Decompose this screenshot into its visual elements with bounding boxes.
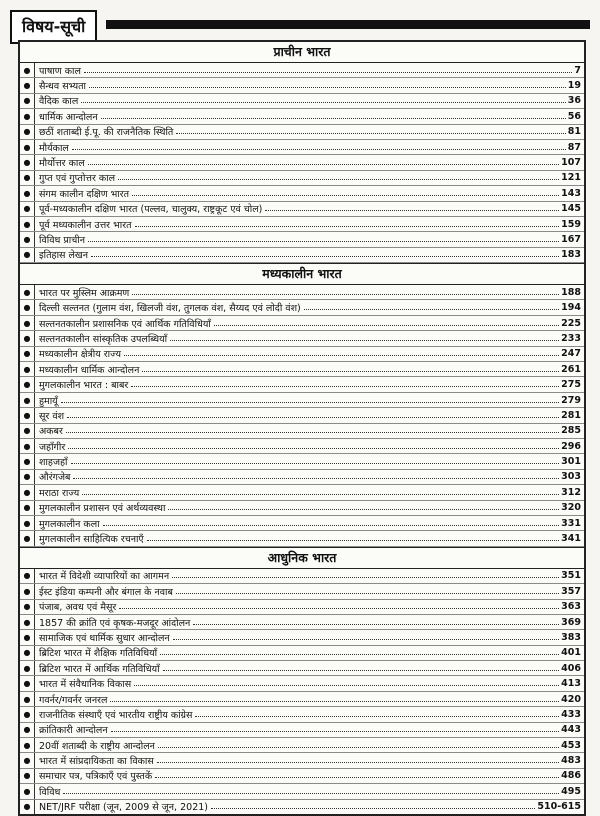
entry-body bbox=[34, 584, 584, 598]
dot-leader bbox=[163, 664, 560, 671]
page-number: 121 bbox=[561, 172, 581, 184]
dot-leader bbox=[147, 534, 559, 541]
toc-entry[interactable] bbox=[20, 155, 584, 170]
toc-entry[interactable] bbox=[20, 362, 584, 377]
dot-leader bbox=[168, 503, 559, 510]
bullet-icon: ● bbox=[23, 410, 31, 420]
toc-entry[interactable] bbox=[20, 232, 584, 247]
page-number: 351 bbox=[561, 570, 581, 582]
entry-body bbox=[34, 424, 584, 438]
entry-title: जहाँगीर bbox=[39, 441, 66, 453]
entry-body bbox=[34, 784, 584, 798]
toc-entry[interactable] bbox=[20, 738, 584, 753]
dot-leader bbox=[84, 66, 572, 73]
entry-body bbox=[34, 615, 584, 629]
page-title: विषय-सूची bbox=[10, 10, 97, 44]
page-number: 275 bbox=[561, 379, 581, 391]
toc-entry[interactable] bbox=[20, 377, 584, 392]
entry-title: शाहजहाँ bbox=[39, 457, 68, 469]
page-number: 143 bbox=[561, 187, 581, 199]
page-number: 56 bbox=[567, 110, 581, 122]
toc-entry[interactable] bbox=[20, 692, 584, 707]
toc-entry[interactable] bbox=[20, 63, 584, 78]
entry-body bbox=[34, 646, 584, 660]
entry-title: क्रांतिकारी आन्दोलन bbox=[39, 725, 108, 737]
bullet-icon: ● bbox=[23, 65, 31, 75]
dot-leader bbox=[158, 741, 559, 748]
entry-body bbox=[34, 217, 584, 231]
entry-body bbox=[34, 738, 584, 752]
toc-entry[interactable] bbox=[20, 600, 584, 615]
bullet-icon: ● bbox=[23, 96, 31, 106]
bullet-icon: ● bbox=[23, 303, 31, 313]
toc-entry[interactable] bbox=[20, 408, 584, 423]
bullet-icon: ● bbox=[23, 503, 31, 513]
dot-leader bbox=[101, 112, 566, 119]
bullet-icon: ● bbox=[23, 725, 31, 735]
dot-leader bbox=[63, 787, 559, 794]
toc-entry[interactable] bbox=[20, 248, 584, 263]
dot-leader bbox=[134, 679, 559, 686]
entry-title: औरंगजेब bbox=[39, 472, 71, 484]
page-number: 167 bbox=[561, 233, 581, 245]
page-number: 413 bbox=[561, 678, 581, 690]
entry-body bbox=[34, 78, 584, 92]
page-number: 279 bbox=[561, 394, 581, 406]
entry-title: पूर्व मध्यकालीन उत्तर भारत bbox=[39, 219, 132, 231]
entry-body bbox=[34, 723, 584, 737]
dot-leader bbox=[61, 396, 559, 403]
bullet-icon: ● bbox=[23, 219, 31, 229]
dot-leader bbox=[176, 587, 559, 594]
entry-body bbox=[34, 692, 584, 706]
page-number: 19 bbox=[567, 80, 581, 92]
entry-title: पंजाब, अवध एवं मैसूर bbox=[39, 602, 117, 614]
page-number: 510-615 bbox=[537, 801, 581, 813]
entry-body bbox=[34, 676, 584, 690]
toc-entry[interactable] bbox=[20, 125, 584, 140]
toc-entry[interactable] bbox=[20, 485, 584, 500]
page-number: 341 bbox=[561, 533, 581, 545]
bullet-icon: ● bbox=[23, 756, 31, 766]
bullet-icon: ● bbox=[23, 333, 31, 343]
toc-entry[interactable] bbox=[20, 393, 584, 408]
entry-title: 20वीं शताब्दी के राष्ट्रीय आन्दोलन bbox=[39, 740, 155, 752]
dot-leader bbox=[214, 319, 559, 326]
page-number: 320 bbox=[561, 502, 581, 514]
bullet-icon: ● bbox=[23, 709, 31, 719]
entry-title: विविध bbox=[39, 786, 61, 798]
toc-entry[interactable] bbox=[20, 331, 584, 346]
dot-leader bbox=[118, 173, 559, 180]
entry-title: NET/JRF परीक्षा (जून, 2009 से जून, 2021) bbox=[39, 802, 208, 814]
bullet-icon: ● bbox=[23, 234, 31, 244]
entry-title: धार्मिक आन्दोलन bbox=[39, 111, 98, 123]
page-number: 296 bbox=[561, 440, 581, 452]
entry-body bbox=[34, 362, 584, 376]
entry-title: 1857 की क्रांति एवं कृषक-मजदूर आंदोलन bbox=[39, 617, 191, 629]
entry-title: मुगलकालीन प्रशासन एवं अर्थव्यवस्था bbox=[39, 503, 166, 515]
page-number: 145 bbox=[561, 203, 581, 215]
entry-title: छठीं शताब्दी ई.पू. की राजनैतिक स्थिति bbox=[39, 127, 174, 139]
bullet-icon: ● bbox=[23, 518, 31, 528]
entry-title: ईस्ट इंडिया कम्पनी और बंगाल के नवाब bbox=[39, 586, 173, 598]
bullet-icon: ● bbox=[23, 81, 31, 91]
entry-title: पूर्व-मध्यकालीन दक्षिण भारत (पल्लव, चालुक्य, राष्ट्रकूट एवं चोल) bbox=[39, 204, 263, 216]
page-number: 261 bbox=[561, 363, 581, 375]
dot-leader bbox=[68, 442, 559, 449]
toc-entry[interactable] bbox=[20, 569, 584, 584]
dot-leader bbox=[195, 710, 559, 717]
page-number: 420 bbox=[561, 693, 581, 705]
bullet-icon: ● bbox=[23, 127, 31, 137]
bullet-icon: ● bbox=[23, 287, 31, 297]
table-of-contents bbox=[18, 40, 586, 816]
entry-title: पाषाण काल bbox=[39, 65, 81, 77]
page-number: 483 bbox=[561, 755, 581, 767]
entry-body bbox=[34, 331, 584, 345]
dot-leader bbox=[66, 426, 559, 433]
entry-body bbox=[34, 800, 584, 814]
bullet-icon: ● bbox=[23, 617, 31, 627]
toc-entry[interactable] bbox=[20, 584, 584, 599]
bullet-icon: ● bbox=[23, 663, 31, 673]
page-number: 7 bbox=[574, 64, 581, 76]
entry-title: गवर्नर/गवर्नर जनरल bbox=[39, 694, 108, 706]
entry-title: सूर वंश bbox=[39, 410, 65, 422]
dot-leader bbox=[176, 127, 565, 134]
toc-entry[interactable] bbox=[20, 516, 584, 531]
toc-entry[interactable] bbox=[20, 753, 584, 768]
bullet-icon: ● bbox=[23, 679, 31, 689]
entry-body bbox=[34, 109, 584, 123]
entry-title: मध्यकालीन क्षेत्रीय राज्य bbox=[39, 349, 122, 361]
entry-body bbox=[34, 140, 584, 154]
bullet-icon: ● bbox=[23, 802, 31, 812]
entry-title: अकबर bbox=[39, 426, 63, 438]
toc-entry[interactable] bbox=[20, 531, 584, 546]
toc-entry[interactable] bbox=[20, 94, 584, 109]
dot-leader bbox=[131, 380, 559, 387]
dot-leader bbox=[170, 334, 559, 341]
entry-body bbox=[34, 516, 584, 530]
dot-leader bbox=[132, 189, 559, 196]
page-number: 285 bbox=[561, 425, 581, 437]
bullet-icon: ● bbox=[23, 349, 31, 359]
page-number: 443 bbox=[561, 724, 581, 736]
entry-body bbox=[34, 285, 584, 299]
dot-leader bbox=[172, 571, 559, 578]
entry-body bbox=[34, 707, 584, 721]
entry-title: भारत में संवैधानिक विकास bbox=[39, 679, 132, 691]
toc-entry[interactable] bbox=[20, 171, 584, 186]
entry-title: वैदिक काल bbox=[39, 96, 79, 108]
page-number: 188 bbox=[561, 286, 581, 298]
bullet-icon: ● bbox=[23, 111, 31, 121]
bullet-icon: ● bbox=[23, 395, 31, 405]
dot-leader bbox=[110, 695, 559, 702]
page-number: 486 bbox=[561, 770, 581, 782]
entry-body bbox=[34, 769, 584, 783]
entry-body bbox=[34, 155, 584, 169]
toc-entry[interactable] bbox=[20, 109, 584, 124]
toc-entry[interactable] bbox=[20, 707, 584, 722]
page-number: 301 bbox=[561, 456, 581, 468]
entry-body bbox=[34, 300, 584, 314]
entry-title: सल्तनतकालीन प्रशासनिक एवं आर्थिक गतिविधियाँ bbox=[39, 318, 211, 330]
entry-title: भारत पर मुस्लिम आक्रमण bbox=[39, 287, 130, 299]
bullet-icon: ● bbox=[23, 648, 31, 658]
entry-body bbox=[34, 408, 584, 422]
title-row bbox=[10, 10, 590, 42]
page-number: 383 bbox=[561, 631, 581, 643]
entry-body bbox=[34, 630, 584, 644]
bullet-icon: ● bbox=[23, 380, 31, 390]
entry-title: मुगलकालीन कला bbox=[39, 518, 100, 530]
bullet-icon: ● bbox=[23, 786, 31, 796]
toc-entry[interactable] bbox=[20, 501, 584, 516]
bullet-icon: ● bbox=[23, 602, 31, 612]
entry-body bbox=[34, 248, 584, 262]
toc-entry[interactable] bbox=[20, 285, 584, 300]
entry-title: राजनीतिक संस्थाएँ एवं भारतीय राष्ट्रीय कांग्रेस bbox=[39, 709, 193, 721]
entry-title: मौर्यकाल bbox=[39, 142, 69, 154]
entry-title: सैन्धव सभ्यता bbox=[39, 81, 86, 93]
toc-entry[interactable] bbox=[20, 78, 584, 93]
toc-entry[interactable] bbox=[20, 723, 584, 738]
dot-leader bbox=[211, 802, 535, 809]
entry-body bbox=[34, 501, 584, 515]
entry-body bbox=[34, 316, 584, 330]
page-number: 36 bbox=[567, 95, 581, 107]
entry-title: संगम कालीन दक्षिण भारत bbox=[39, 188, 130, 200]
entry-title: ब्रिटिश भारत में शैक्षिक गतिविधियाँ bbox=[39, 648, 158, 660]
entry-body bbox=[34, 470, 584, 484]
toc-entry[interactable] bbox=[20, 347, 584, 362]
toc-entry[interactable] bbox=[20, 630, 584, 645]
entry-body bbox=[34, 454, 584, 468]
toc-entry[interactable] bbox=[20, 646, 584, 661]
entry-title: ब्रिटिश भारत में आर्थिक गतिविधियाँ bbox=[39, 663, 160, 675]
page-number: 363 bbox=[561, 601, 581, 613]
toc-entry[interactable] bbox=[20, 424, 584, 439]
entry-body bbox=[34, 393, 584, 407]
entry-title: विविध प्राचीन bbox=[39, 234, 85, 246]
bullet-icon: ● bbox=[23, 173, 31, 183]
title-rule bbox=[106, 20, 590, 29]
entry-title: भारत में सांप्रदायिकता का विकास bbox=[39, 756, 154, 768]
entry-body bbox=[34, 202, 584, 216]
bullet-icon: ● bbox=[23, 740, 31, 750]
entry-body bbox=[34, 94, 584, 108]
page-number: 183 bbox=[561, 249, 581, 261]
entry-body bbox=[34, 485, 584, 499]
dot-leader bbox=[173, 633, 559, 640]
bullet-icon: ● bbox=[23, 204, 31, 214]
toc-entry[interactable] bbox=[20, 186, 584, 201]
dot-leader bbox=[88, 158, 559, 165]
page-number: 225 bbox=[561, 317, 581, 329]
dot-leader bbox=[160, 648, 559, 655]
dot-leader bbox=[135, 220, 560, 227]
page-number: 107 bbox=[561, 157, 581, 169]
dot-leader bbox=[142, 365, 559, 372]
entry-body bbox=[34, 186, 584, 200]
toc-entry[interactable] bbox=[20, 784, 584, 799]
page-number: 331 bbox=[561, 517, 581, 529]
dot-leader bbox=[193, 618, 559, 625]
toc-entry[interactable] bbox=[20, 454, 584, 469]
toc-entry[interactable] bbox=[20, 202, 584, 217]
entry-body bbox=[34, 171, 584, 185]
dot-leader bbox=[72, 143, 566, 150]
entry-body bbox=[34, 531, 584, 545]
entry-body bbox=[34, 232, 584, 246]
bullet-icon: ● bbox=[23, 188, 31, 198]
entry-title: मुगलकालीन साहित्यिक रचनाएँ bbox=[39, 534, 144, 546]
bullet-icon: ● bbox=[23, 771, 31, 781]
entry-title: मध्यकालीन धार्मिक आन्दोलन bbox=[39, 364, 140, 376]
entry-title: गुप्त एवं गुप्तोत्तर काल bbox=[39, 173, 116, 185]
dot-leader bbox=[103, 519, 560, 526]
entry-title: मुगलकालीन भारत : बाबर bbox=[39, 380, 129, 392]
entry-title: भारत में विदेशी व्यापारियों का आगमन bbox=[39, 571, 170, 583]
entry-title: सामाजिक एवं धार्मिक सुधार आन्दोलन bbox=[39, 632, 170, 644]
dot-leader bbox=[304, 303, 559, 310]
dot-leader bbox=[132, 288, 559, 295]
entry-title: मराठा राज्य bbox=[39, 487, 80, 499]
bullet-icon: ● bbox=[23, 586, 31, 596]
bullet-icon: ● bbox=[23, 632, 31, 642]
entry-body bbox=[34, 753, 584, 767]
entry-title: सल्तनतकालीन सांस्कृतिक उपलब्धियाँ bbox=[39, 333, 168, 345]
toc-entry[interactable] bbox=[20, 676, 584, 691]
toc-entry[interactable] bbox=[20, 300, 584, 315]
entry-body bbox=[34, 569, 584, 583]
bullet-icon: ● bbox=[23, 571, 31, 581]
bullet-icon: ● bbox=[23, 441, 31, 451]
toc-entry[interactable] bbox=[20, 439, 584, 454]
dot-leader bbox=[111, 725, 560, 732]
page-number: 233 bbox=[561, 332, 581, 344]
bullet-icon: ● bbox=[23, 694, 31, 704]
bullet-icon: ● bbox=[23, 318, 31, 328]
toc-entry[interactable] bbox=[20, 217, 584, 232]
entry-body bbox=[34, 439, 584, 453]
page-number: 247 bbox=[561, 348, 581, 360]
page-number: 453 bbox=[561, 739, 581, 751]
entry-title: मौर्योत्तर काल bbox=[39, 158, 85, 170]
entry-body bbox=[34, 600, 584, 614]
page-number: 433 bbox=[561, 708, 581, 720]
bullet-icon: ● bbox=[23, 426, 31, 436]
bullet-icon: ● bbox=[23, 472, 31, 482]
section-heading: प्राचीन भारत bbox=[20, 42, 584, 63]
toc-entry[interactable] bbox=[20, 661, 584, 676]
section-heading: आधुनिक भारत bbox=[20, 547, 584, 569]
page-number: 87 bbox=[567, 141, 581, 153]
dot-leader bbox=[67, 411, 559, 418]
page-number: 401 bbox=[561, 647, 581, 659]
dot-leader bbox=[73, 472, 559, 479]
entry-body bbox=[34, 661, 584, 675]
dot-leader bbox=[91, 250, 559, 257]
page-number: 495 bbox=[561, 785, 581, 797]
entry-title: दिल्ली सल्तनत (गुलाम वंश, खिलजी वंश, तुगलक वंश, सैय्यद एवं लोदी वंश) bbox=[39, 303, 301, 315]
dot-leader bbox=[157, 756, 559, 763]
toc-entry[interactable] bbox=[20, 615, 584, 630]
toc-entry[interactable] bbox=[20, 470, 584, 485]
toc-entry[interactable] bbox=[20, 316, 584, 331]
dot-leader bbox=[89, 81, 566, 88]
dot-leader bbox=[265, 204, 559, 211]
entry-body bbox=[34, 377, 584, 391]
page-number: 159 bbox=[561, 218, 581, 230]
page-number: 281 bbox=[561, 409, 581, 421]
page-number: 81 bbox=[567, 126, 581, 138]
bullet-icon: ● bbox=[23, 158, 31, 168]
entry-body bbox=[34, 347, 584, 361]
bullet-icon: ● bbox=[23, 250, 31, 260]
bullet-icon: ● bbox=[23, 487, 31, 497]
dot-leader bbox=[82, 488, 559, 495]
page-number: 312 bbox=[561, 486, 581, 498]
dot-leader bbox=[119, 602, 559, 609]
page-number: 369 bbox=[561, 616, 581, 628]
entry-body bbox=[34, 125, 584, 139]
dot-leader bbox=[124, 349, 559, 356]
toc-entry[interactable] bbox=[20, 140, 584, 155]
dot-leader bbox=[81, 96, 565, 103]
toc-entry[interactable] bbox=[20, 769, 584, 784]
dot-leader bbox=[71, 457, 560, 464]
bullet-icon: ● bbox=[23, 534, 31, 544]
page-number: 194 bbox=[561, 302, 581, 314]
bullet-icon: ● bbox=[23, 142, 31, 152]
bullet-icon: ● bbox=[23, 364, 31, 374]
entry-body bbox=[34, 63, 584, 77]
page-number: 406 bbox=[561, 662, 581, 674]
dot-leader bbox=[88, 235, 559, 242]
entry-title: इतिहास लेखन bbox=[39, 250, 88, 262]
section-heading: मध्यकालीन भारत bbox=[20, 263, 584, 285]
entry-title: हुमायूँ bbox=[39, 395, 58, 407]
toc-entry[interactable] bbox=[20, 800, 584, 814]
page-number: 303 bbox=[561, 471, 581, 483]
entry-title: समाचार पत्र, पत्रिकाएँ एवं पुस्तकें bbox=[39, 771, 153, 783]
page-number: 357 bbox=[561, 585, 581, 597]
bullet-icon: ● bbox=[23, 457, 31, 467]
